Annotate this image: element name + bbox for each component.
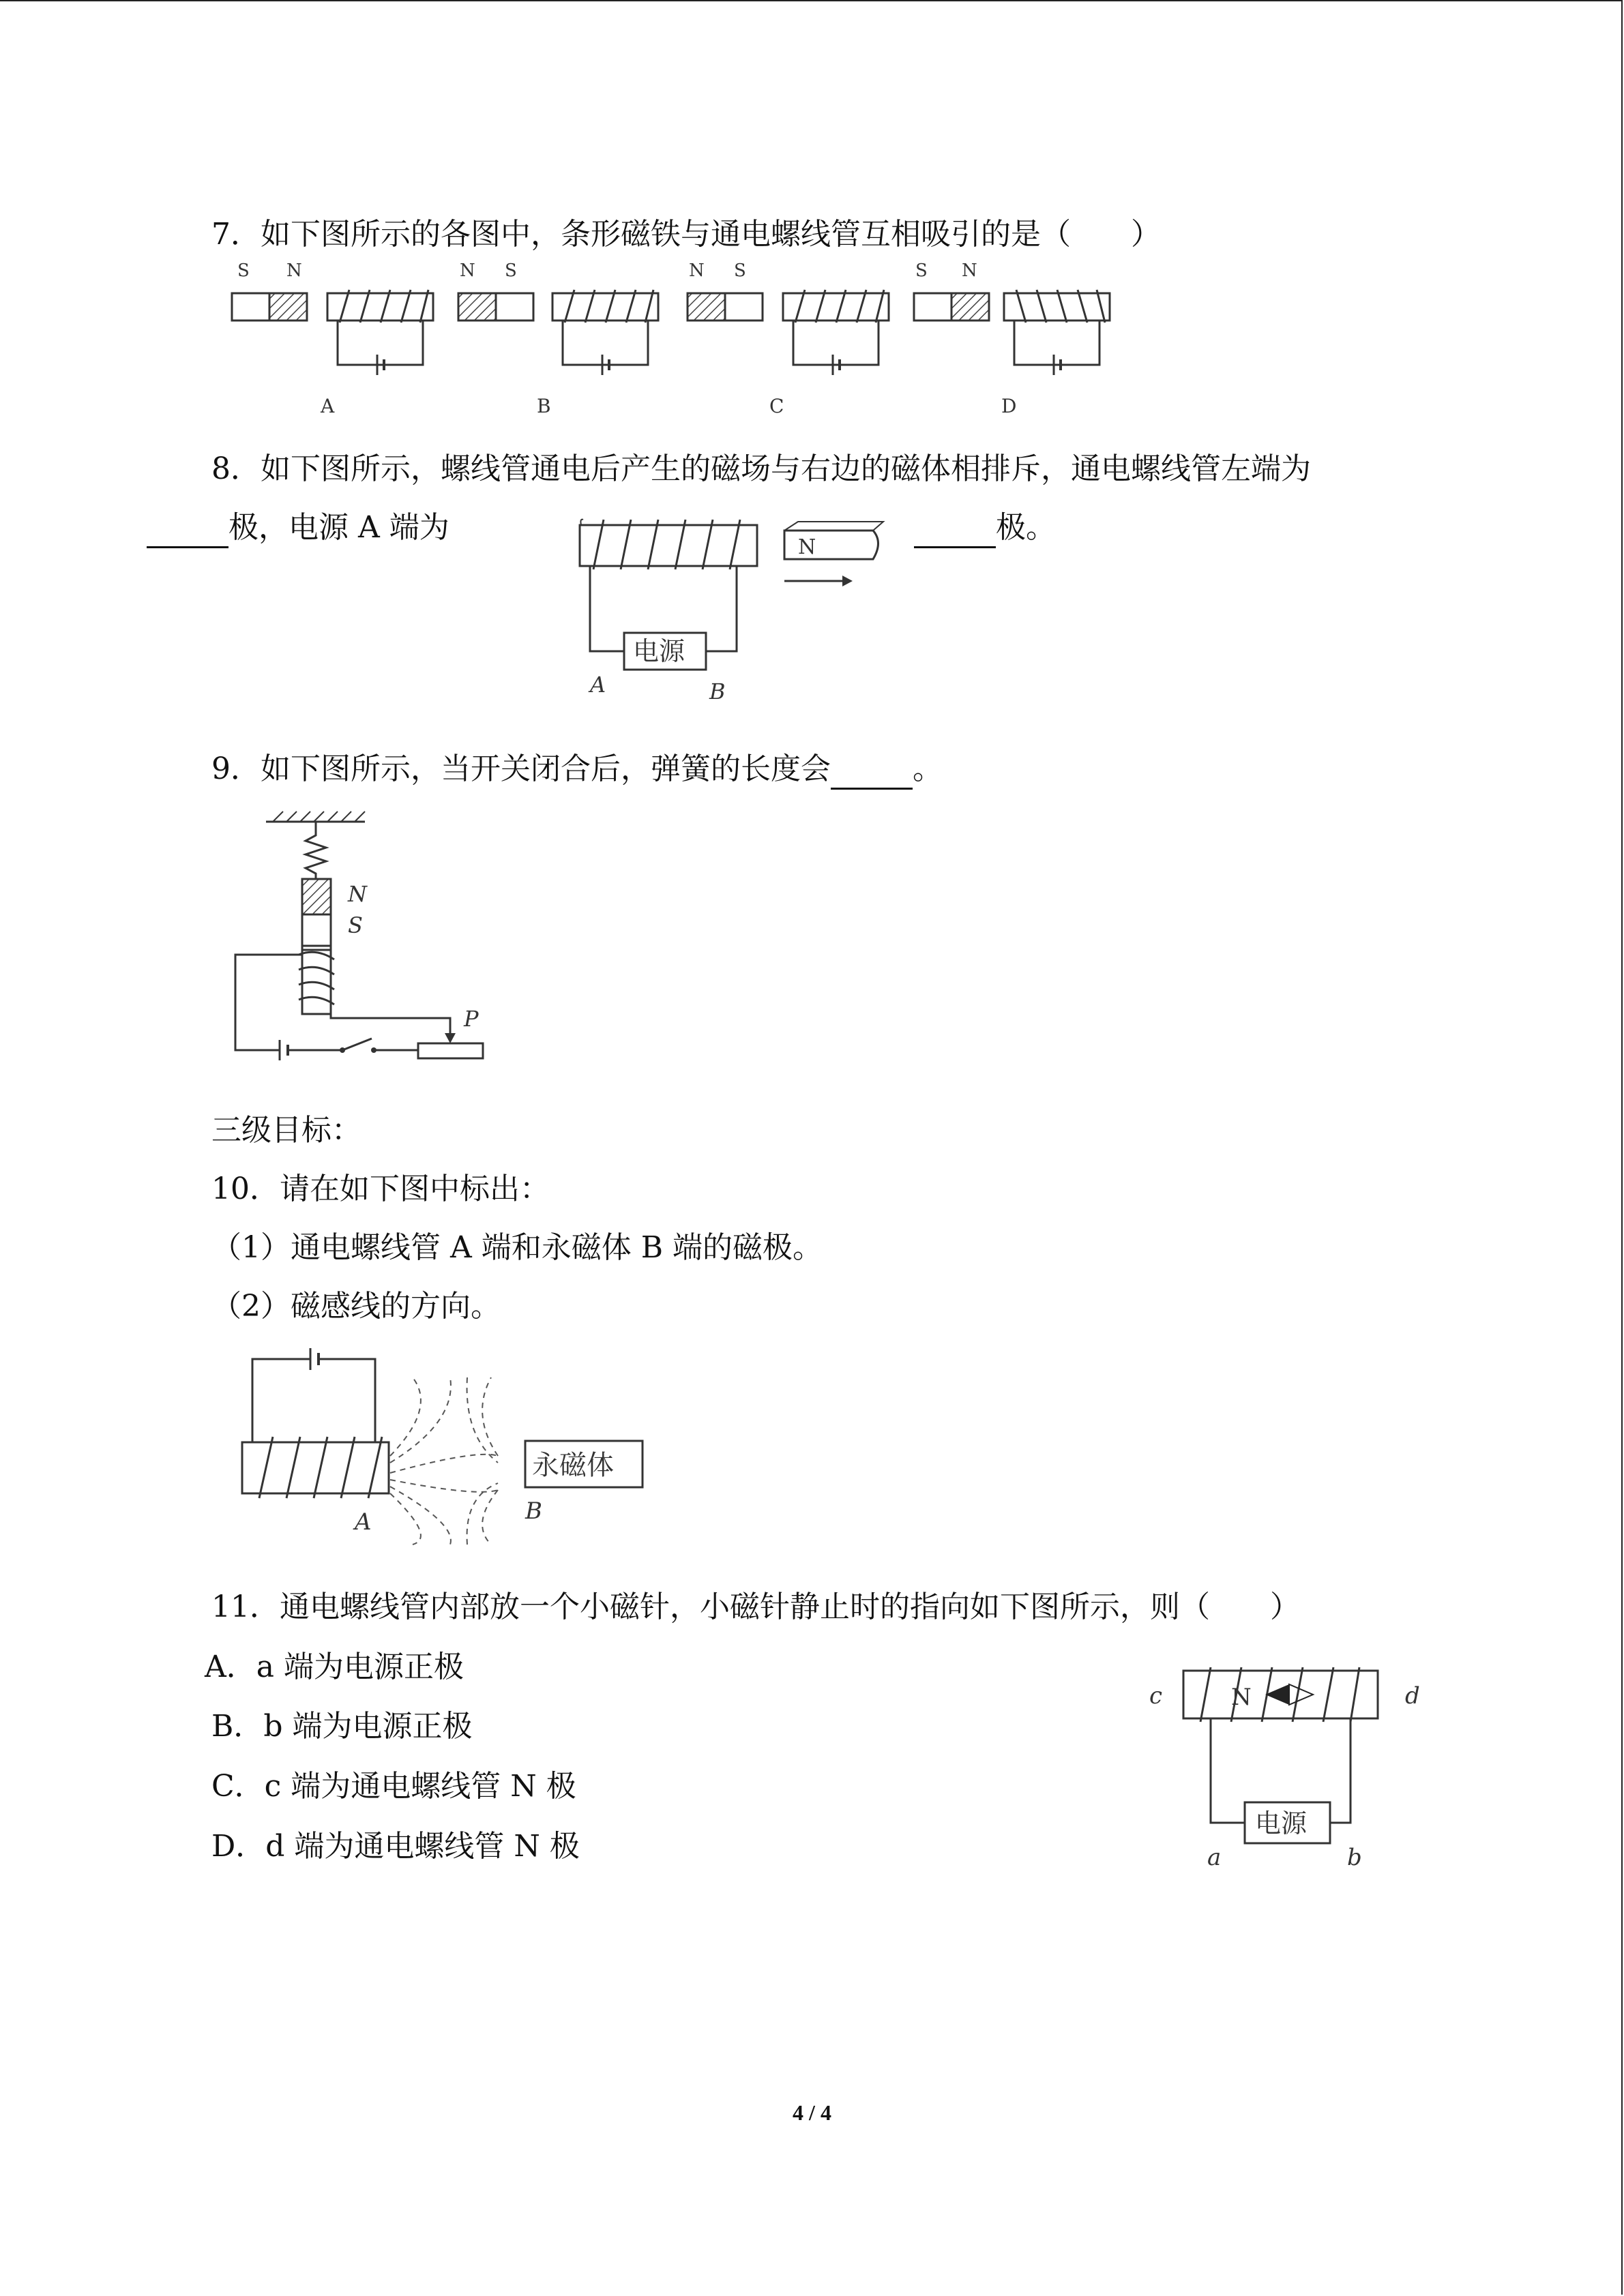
q8-figure xyxy=(573,505,894,709)
q7-text: 7．如下图所示的各图中，条形磁铁与通电螺线管互相吸引的是（ ） xyxy=(211,217,1161,252)
q7-d-label: D xyxy=(1001,395,1017,417)
q7-a-right-pole: N xyxy=(286,260,302,281)
q7-b-label: B xyxy=(537,395,551,417)
q9-text-a: 9．如下图所示，当开关闭合后，弹簧的长度会 xyxy=(211,751,831,786)
q10-magnet-label: 永磁体 xyxy=(532,1450,614,1481)
q8-line1: 8．如下图所示，螺线管通电后产生的磁场与右边的磁体相排斥，通电螺线管左端为 xyxy=(211,451,1311,486)
q9-text-b: 。 xyxy=(913,751,943,786)
q7-d-left-pole: S xyxy=(915,260,928,281)
q11-title: 11．通电螺线管内部放一个小磁针，小磁针静止时的指向如下图所示，则（ ） xyxy=(211,1590,1300,1624)
q10-item1: （1）通电螺线管 A 端和永磁体 B 端的磁极。 xyxy=(211,1230,823,1265)
q11-needle-n: N xyxy=(1231,1684,1252,1711)
q10-title: 10．请在如下图中标出： xyxy=(211,1172,550,1206)
q8-line2-b-text: 极。 xyxy=(996,510,1056,545)
q9-text xyxy=(211,749,943,790)
q11-option-a[interactable]: A．a 端为电源正极 xyxy=(205,1650,464,1684)
q7-fig-b xyxy=(458,260,658,417)
section-heading: 三级目标： xyxy=(211,1113,361,1148)
q8-line2-b xyxy=(914,507,1056,548)
q9-n-label: N xyxy=(348,881,367,907)
q8-power-label: 电源 xyxy=(633,636,685,666)
q9-figure xyxy=(225,808,512,1067)
q11-option-d[interactable]: D．d 端为通电螺线管 N 极 xyxy=(211,1829,580,1864)
q8-line2-a xyxy=(147,507,449,548)
q7-c-label: C xyxy=(769,395,784,417)
q8-magnet-n: N xyxy=(798,535,816,559)
q11-b-label: b xyxy=(1347,1844,1362,1871)
q7-fig-c xyxy=(688,260,889,417)
q7-a-left-pole: S xyxy=(237,260,250,281)
q8-a-label: A xyxy=(590,672,606,698)
q10-figure xyxy=(232,1340,655,1555)
q9-s-label: S xyxy=(348,912,363,938)
q11-d-label: d xyxy=(1405,1682,1420,1710)
q8-line2-a-text: 极，电源 A 端为 xyxy=(228,510,449,545)
q7-fig-d xyxy=(914,260,1110,417)
q11-option-c[interactable]: C．c 端为通电螺线管 N 极 xyxy=(211,1769,576,1804)
q11-figure xyxy=(1142,1664,1429,1872)
q7-a-label: A xyxy=(321,395,335,417)
q7-d-right-pole: N xyxy=(962,260,977,281)
q8-b-label: B xyxy=(709,679,726,704)
q7-c-left-pole: N xyxy=(689,260,705,281)
q11-option-b[interactable]: B．b 端为电源正极 xyxy=(211,1709,473,1744)
q7-fig-a xyxy=(232,260,433,417)
q9-p-label: P xyxy=(464,1006,479,1032)
q9-blank[interactable] xyxy=(831,758,913,790)
q11-a-label: a xyxy=(1207,1844,1222,1871)
q10-item2: （2）磁感线的方向。 xyxy=(211,1289,501,1324)
q7-c-right-pole: S xyxy=(734,260,746,281)
q11-c-label: c xyxy=(1149,1682,1163,1710)
q7-b-left-pole: N xyxy=(460,260,475,281)
q10-a-label: A xyxy=(355,1508,372,1536)
q10-b-label: B xyxy=(525,1497,542,1525)
q7-b-right-pole: S xyxy=(505,260,517,281)
q8-blank-1[interactable] xyxy=(147,516,228,548)
q8-blank-2[interactable] xyxy=(914,516,996,548)
page-number: 4 / 4 xyxy=(793,2100,831,2125)
q11-power-label: 电源 xyxy=(1255,1808,1308,1838)
q7-figure xyxy=(225,256,1125,423)
